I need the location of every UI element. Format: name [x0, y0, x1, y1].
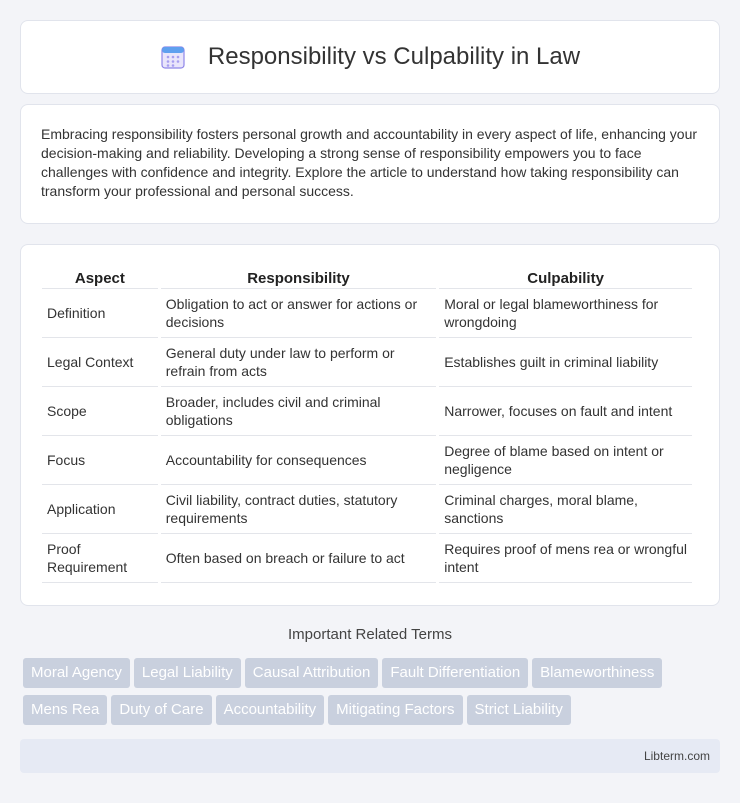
- tag-mens-rea[interactable]: Mens Rea: [23, 695, 107, 725]
- tag-legal-liability[interactable]: Legal Liability: [134, 658, 241, 688]
- tag-fault-differentiation[interactable]: Fault Differentiation: [382, 658, 528, 688]
- tag-blameworthiness[interactable]: Blameworthiness: [532, 658, 662, 688]
- tag-accountability[interactable]: Accountability: [216, 695, 325, 725]
- table-row: [42, 387, 692, 436]
- header-aspect: Aspect: [42, 265, 158, 289]
- table-cell: Proof Requirement: [42, 534, 158, 583]
- intro-card: [20, 104, 720, 224]
- table-cell: Often based on breach or failure to act: [161, 534, 436, 583]
- related-terms-list: [23, 658, 723, 732]
- table-cell: Obligation to act or answer for actions or decisions: [161, 289, 436, 338]
- table-row: [42, 289, 692, 338]
- tag-mitigating-factors[interactable]: Mitigating Factors: [328, 695, 462, 725]
- table-header-row: [42, 265, 692, 289]
- page-title: Responsibility vs Culpability in Law: [207, 43, 581, 70]
- table-cell: Definition: [42, 289, 158, 338]
- header-responsibility: Responsibility: [161, 265, 436, 289]
- table-row: [42, 485, 692, 534]
- tag-duty-of-care[interactable]: Duty of Care: [111, 695, 211, 725]
- tag-moral-agency[interactable]: Moral Agency: [23, 658, 130, 688]
- related-terms-title: Important Related Terms: [288, 626, 452, 643]
- table-row: [42, 338, 692, 387]
- tag-strict-liability[interactable]: Strict Liability: [467, 695, 571, 725]
- table-cell: Scope: [42, 387, 158, 436]
- table-cell: Requires proof of mens rea or wrongful intent: [439, 534, 692, 583]
- comparison-card: [20, 244, 720, 606]
- table-row: [42, 436, 692, 485]
- table-cell: Moral or legal blameworthiness for wrongdoing: [439, 289, 692, 338]
- table-cell: Establishes guilt in criminal liability: [439, 338, 692, 387]
- table-cell: Focus: [42, 436, 158, 485]
- comparison-table: [39, 265, 695, 583]
- table-cell: Legal Context: [42, 338, 158, 387]
- table-cell: General duty under law to perform or refrain from acts: [161, 338, 436, 387]
- header-culpability: Culpability: [439, 265, 692, 289]
- table-cell: Broader, includes civil and criminal obligations: [161, 387, 436, 436]
- table-cell: Accountability for consequences: [161, 436, 436, 485]
- footer-site-link[interactable]: Libterm.com: [643, 749, 710, 763]
- table-cell: Civil liability, contract duties, statutory requirements: [161, 485, 436, 534]
- table-cell: Criminal charges, moral blame, sanctions: [439, 485, 692, 534]
- header-card: [20, 20, 720, 94]
- calendar-icon: [160, 44, 186, 70]
- table-cell: Application: [42, 485, 158, 534]
- intro-text: Embracing responsibility fosters personal growth and accountability in every aspect of life, enhancing your decision-making and reliability. Developing a strong sense of responsibility empowers you to face challenges with confidence and integrity. Explore the article to understand how taking responsibility can transform your professional and personal success.: [41, 126, 698, 199]
- footer: [20, 739, 720, 773]
- table-cell: Degree of blame based on intent or negligence: [439, 436, 692, 485]
- tag-causal-attribution[interactable]: Causal Attribution: [245, 658, 379, 688]
- table-cell: Narrower, focuses on fault and intent: [439, 387, 692, 436]
- table-row: [42, 534, 692, 583]
